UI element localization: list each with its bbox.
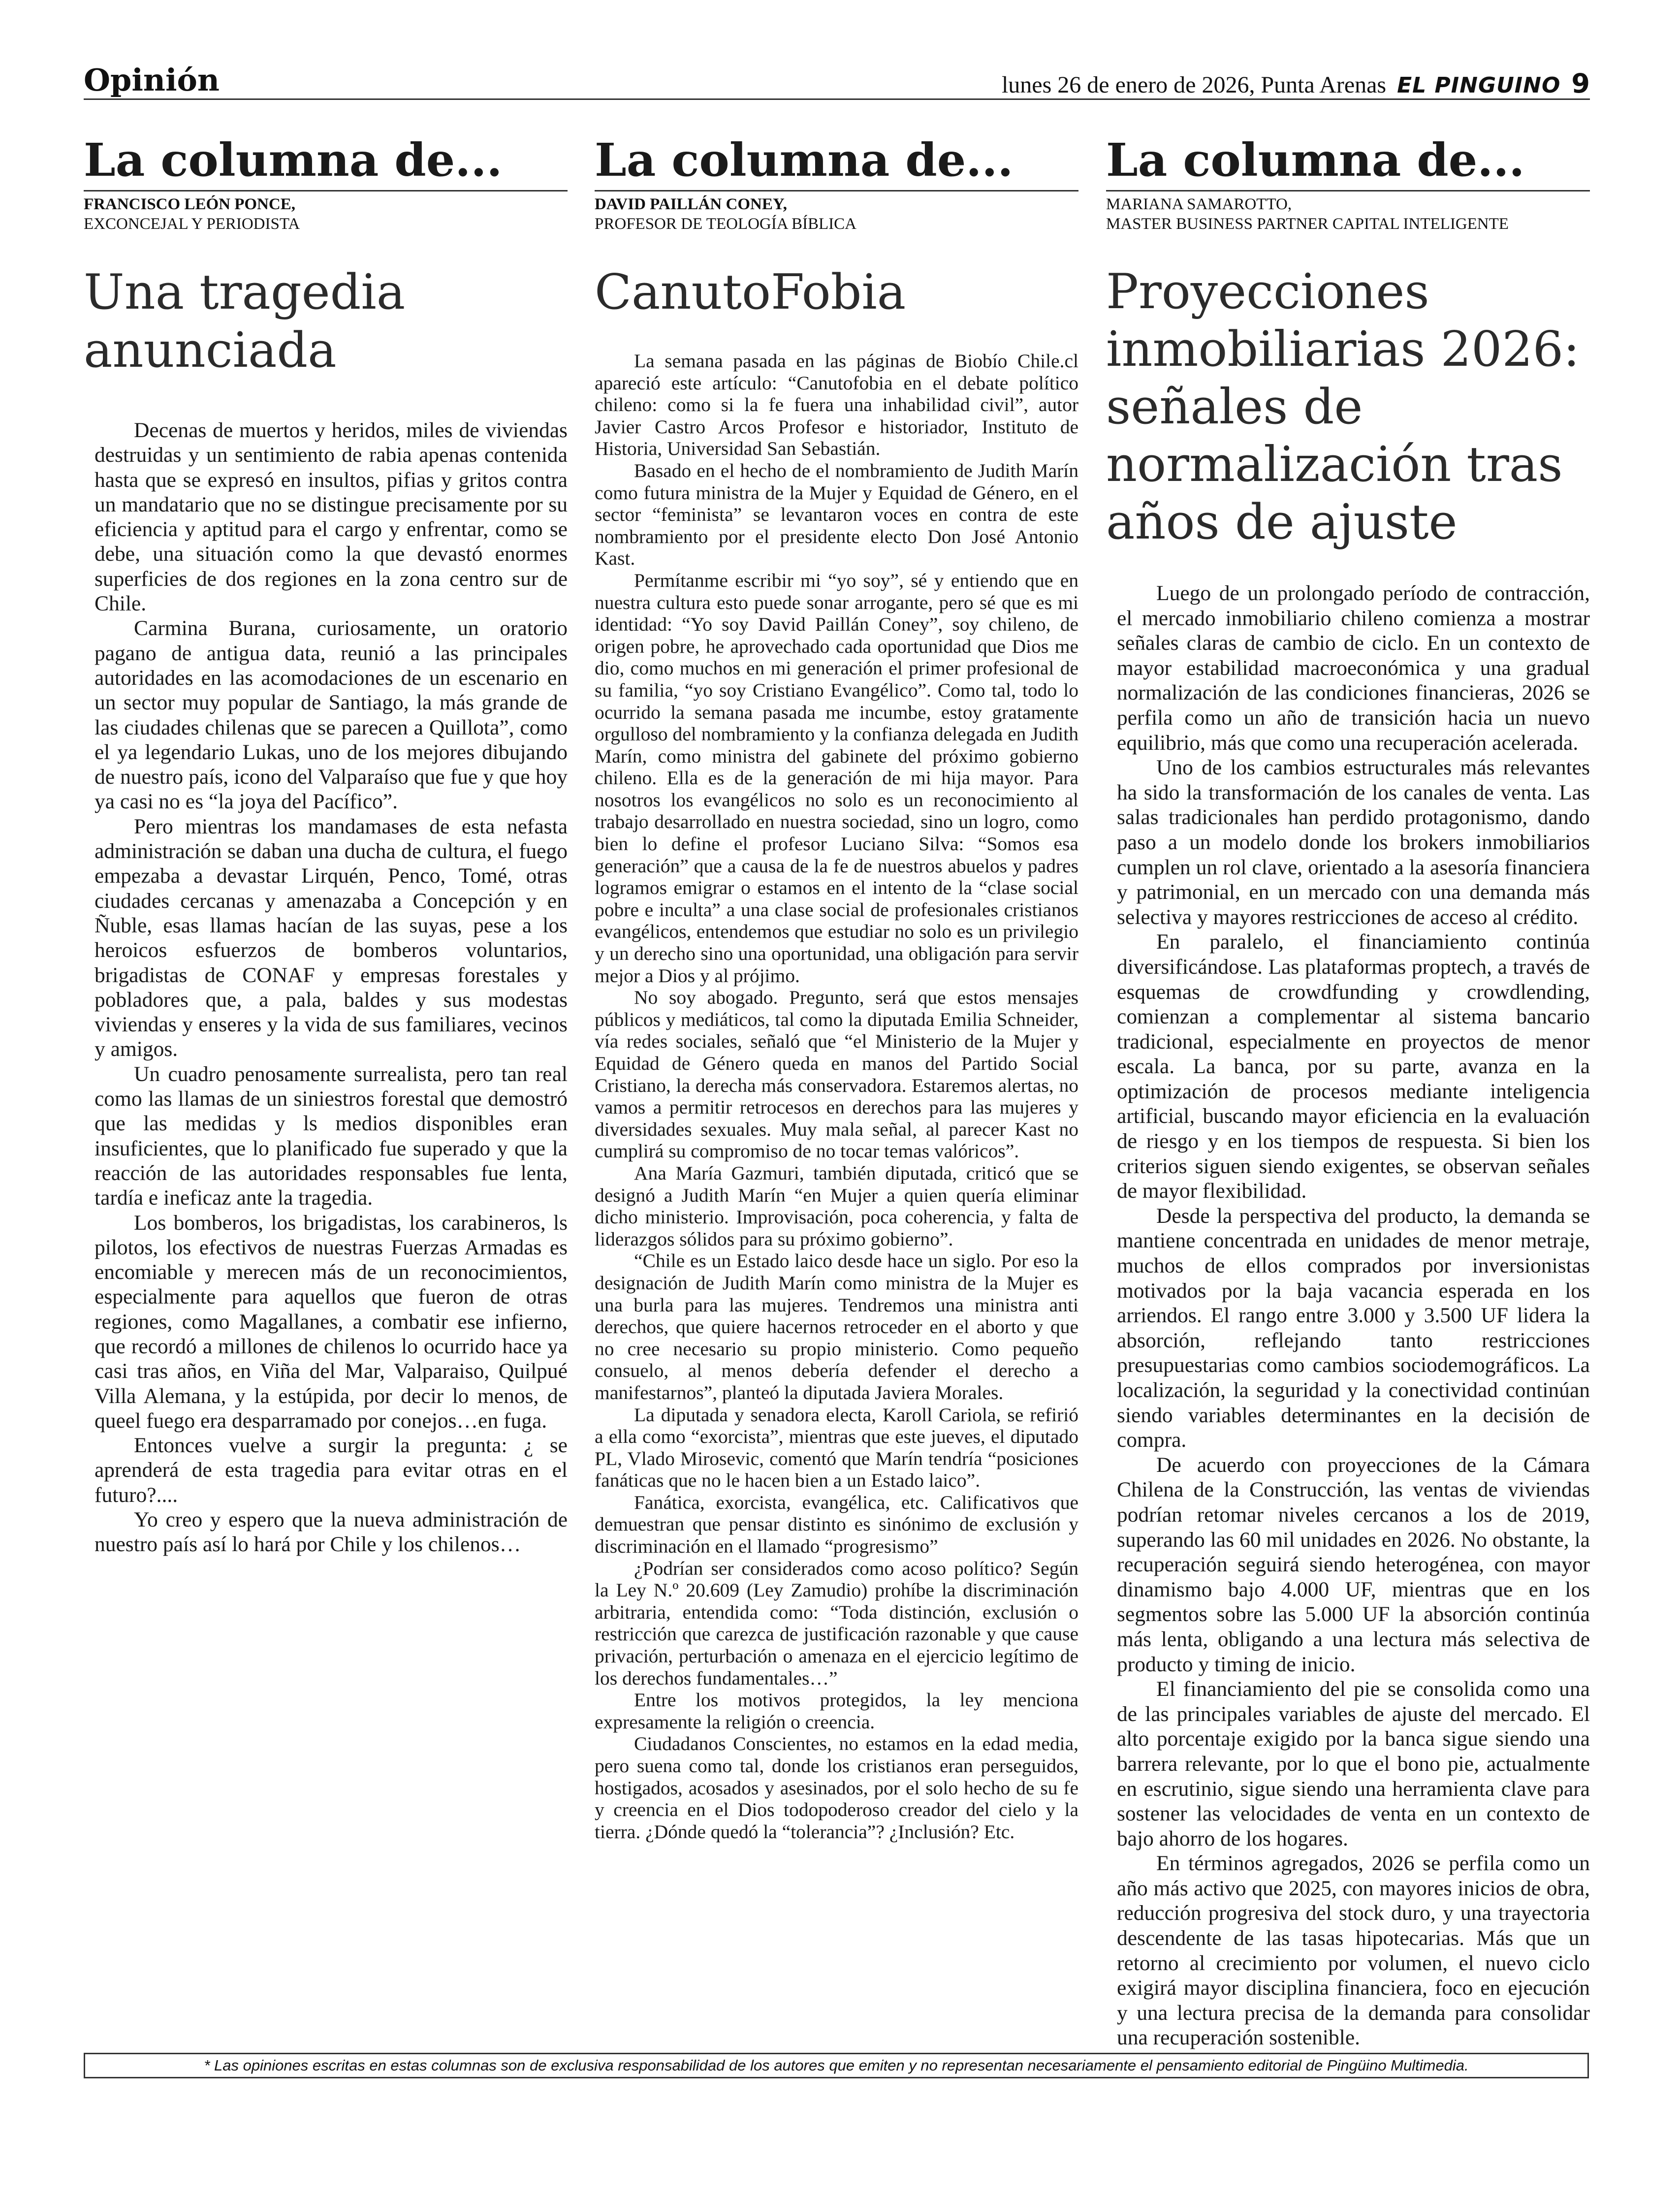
page-header — [84, 58, 1590, 100]
paragraph: Los bomberos, los brigadistas, los carabineros, ls pilotos, los efectivos de nuestras Fuerzas Armadas es encomiable y merecen más de un reconocimientos, especialmente para aquellos que fueron de otras regiones, como Magallanes, a combatir ese infierno, que recordó a millones de chilenos lo ocurrido hace ya casi tras años, en Viña del Mar, Valparaiso, Quilpué Villa Alemana, y la estúpida, por decir lo menos, de queel fuego era desparramado por conejos…en fuga. — [95, 1210, 568, 1433]
byline — [595, 190, 1078, 234]
paragraph: La semana pasada en las páginas de Biobío Chile.cl apareció este artículo: “Canutofobia en el debate político chileno: como si la fe fuera una inhabilidad civil”, autor Javier Castro Arcos Profesor e historiador, Instituto de Historia, Universidad San Sebastián. — [595, 350, 1078, 460]
column-kicker: La columna de... — [595, 133, 1014, 187]
newspaper-logo: EL PINGUINO — [1397, 73, 1561, 98]
date-place: lunes 26 de enero de 2026, Punta Arenas — [1001, 72, 1387, 98]
paragraph: En términos agregados, 2026 se perfila como un año más activo que 2025, con mayores inicios de obra, reducción progresiva del stock duro, y una trayectoria descendente de las tasas hipotecarias. Más que un retorno al crecimiento por volumen, el nuevo ciclo exigirá mayor disciplina financiera, foco en ejecución y una lectura precisa de la demanda para consolidar una recuperación sostenible. — [1117, 1851, 1590, 2050]
author-name: MARIANA SAMAROTTO, — [1106, 195, 1292, 213]
column-kicker: La columna de... — [84, 133, 503, 187]
paragraph: De acuerdo con proyecciones de la Cámara Chilena de la Construcción, las ventas de viviendas podrían retomar niveles cercanos a los de 2019, superando las 60 mil unidades en 2026. No obstante, la recuperación seguirá siendo heterogénea, con mayor dinamismo bajo 4.000 UF, mientras que en los segmentos sobre las 5.000 UF la absorción continúa más lenta, obligando a una lectura más selectiva de producto y timing de inicio. — [1117, 1453, 1590, 1676]
paragraph: Uno de los cambios estructurales más relevantes ha sido la transformación de los canales de venta. Las salas tradicionales han perdido protagonismo, dando paso a un modelo donde los brokers inmobiliarios cumplen un rol clave, orientado a la asesoría financiera y patrimonial, en un mercado con una demanda más selectiva y mayores restricciones de acceso al crédito. — [1117, 756, 1590, 929]
paragraph: Decenas de muertos y heridos, miles de viviendas destruidas y un sentimiento de rabia apenas contenida hasta que se expresó en insultos, pifias y gritos contra un mandatario que no se distingue precisamente por su eficiencia y aptitud para el cargo y enfrentar, como se debe, una situación como la que devastó enormes superficies de dos regiones en la zona centro sur de Chile. — [95, 418, 568, 616]
paragraph: En paralelo, el financiamiento continúa diversificándose. Las plataformas proptech, a través de esquemas de crowdfunding y crowdlending, comienzan a complementar al sistema bancario tradicional, especialmente en proyectos de menor escala. La banca, por su parte, avanza en la optimización de procesos mediante inteligencia artificial, buscando mayor eficiencia en la evaluación de riesgo y en los tiempos de respuesta. Si bien los criterios siguen siendo exigentes, se observan señales de mayor flexibilidad. — [1117, 930, 1590, 1203]
byline — [1106, 190, 1590, 234]
article-headline: CanutoFobia — [595, 264, 906, 320]
paragraph: Desde la perspectiva del producto, la demanda se mantiene concentrada en unidades de menor metraje, muchos de ellos comprados por inversionistas motivados por la baja vacancia esperada en los arriendos. El rango entre 3.000 y 3.500 UF lidera la absorción, reflejando tanto restricciones presupuestarias como cambios sociodemográficos. La localización, la seguridad y la conectividad continúan siendo variables determinantes en la decisión de compra. — [1117, 1204, 1590, 1452]
paragraph: Yo creo y espero que la nueva administración de nuestro país así lo hará por Chile y los chilenos… — [95, 1508, 568, 1557]
column-kicker: La columna de... — [1106, 133, 1525, 187]
author-role: PROFESOR DE TEOLOGÍA BÍBLICA — [595, 215, 857, 233]
paragraph: Un cuadro penosamente surrealista, pero tan real como las llamas de un siniestros forestal que demostró que las medidas y ls medios disponibles eran insuficientes, que lo planificado fue superado y que la reacción de las autoridades responsables fue lenta, tardía e ineficaz ante la tragedia. — [95, 1062, 568, 1210]
page-number: 9 — [1571, 68, 1590, 99]
article-headline: Una tragedia anunciada — [84, 264, 406, 379]
paragraph: El financiamiento del pie se consolida como una de las principales variables de ajuste del mercado. El alto porcentaje exigido por la banca sigue siendo una barrera relevante, por lo que el bono pie, actualmente en escrutinio, sigue siendo una herramienta clave para sostener las velocidades de venta en un contexto de bajo ahorro de los hogares. — [1117, 1677, 1590, 1850]
article-body — [84, 418, 568, 1557]
paragraph: Entre los motivos protegidos, la ley menciona expresamente la religión o creencia. — [595, 1689, 1078, 1733]
paragraph: Basado en el hecho de el nombramiento de Judith Marín como futura ministra de la Mujer y Equidad de Género, en el sector “feminista” se levantaron voces en contra de este nombramiento por el presidente electo Don José Antonio Kast. — [595, 459, 1078, 570]
paragraph: Permítanme escribir mi “yo soy”, sé y entiendo que en nuestra cultura esto puede sonar arrogante, pero sé que es mi identidad: “Yo soy David Paillán Coney”, soy chileno, de origen pobre, he aprovechado cada oportunidad que Dios me dio, como muchos en mi generación el primer profesional de su familia, “yo soy Cristiano Evangélico”. Como tal, todo lo ocurrido la semana pasada me incumbe, estoy gratamente orgulloso del nombramiento y la confianza delegada en Judith Marín, como ministra del gabinete del próximo gobierno chileno. Ella es de la generación de mi hija mayor. Para nosotros los evangélicos no solo es un reconocimiento al trabajo desarrollado en nuestra sociedad, sino un logro, como bien lo define el profesor Luciano Silva: “Somos esa generación” que a causa de la fe de nuestros abuelos y padres logramos emigrar o estamos en el intento de la “clase social pobre e inculta” a una clase social de profesionales cristianos evangélicos, entendemos que estudiar no solo es un privilegio y un derecho sino una oportunidad, una obligación para servir mejor a Dios y al prójimo. — [595, 569, 1078, 987]
header-meta — [1002, 68, 1590, 99]
paragraph: Pero mientras los mandamases de esta nefasta administración se daban una ducha de cultura, el fuego empezaba a devastar Lirquén, Penco, Tomé, otras ciudades cercanas y amenazaba a Concepción y en Ñuble, esas llamas hacían de las suyas, pese a los heroicos esfuerzos de bomberos voluntarios, brigadistas de CONAF y empresas forestales y pobladores que, a pala, baldes y sus modestas viviendas y enseres y la vida de sus familiares, vecinos y amigos. — [95, 814, 568, 1061]
article-headline: Proyecciones inmobiliarias 2026: señales de normalización tras años de ajuste — [1106, 264, 1580, 550]
paragraph: “Chile es un Estado laico desde hace un siglo. Por eso la designación de Judith Marín como ministra de la Mujer es una burla para las mujeres. Tendremos una ministra anti derechos, que quiere hacernos retroceder en el aborto y que no cree necesario su propio ministerio. Como pequeño consuelo, al menos debería defender el derecho a manifestarnos”, planteó la diputada Javiera Morales. — [595, 1250, 1078, 1403]
author-role: MASTER BUSINESS PARTNER CAPITAL INTELIGENTE — [1106, 215, 1509, 233]
column-1 — [84, 133, 568, 1557]
author-role: EXCONCEJAL Y PERIODISTA — [84, 215, 300, 233]
paragraph: No soy abogado. Pregunto, será que estos mensajes públicos y mediáticos, tal como la diputada Emilia Schneider, vía redes sociales, señaló que “el Ministerio de la Mujer y Equidad de Género queda en manos del Partido Social Cristiano, la derecha más conservadora. Estaremos alertas, no vamos a permitir retrocesos en derechos para las mujeres y diversidades sexuales. Muy mala señal, al parecer Kast no cumplirá su compromiso de no tocar temas valóricos”. — [595, 987, 1078, 1162]
paragraph: Entonces vuelve a surgir la pregunta: ¿ se aprenderá de esta tragedia para evitar otras en el futuro?.... — [95, 1433, 568, 1507]
paragraph: Fanática, exorcista, evangélica, etc. Calificativos que demuestran que pensar distinto es sinónimo de exclusión y discriminación en el llamado “progresismo” — [595, 1491, 1078, 1558]
author-name: DAVID PAILLÁN CONEY, — [595, 195, 787, 213]
column-3 — [1106, 133, 1590, 2050]
disclaimer-box: * Las opiniones escritas en estas columnas son de exclusiva responsabilidad de los autores que emiten y no representan necesariamente el pensamiento editorial de Pingüino Multimedia. — [84, 2053, 1589, 2078]
paragraph: Luego de un prolongado período de contracción, el mercado inmobiliario chileno comienza a mostrar señales claras de cambio de ciclo. En un contexto de mayor estabilidad macroeconómica y una gradual normalización de las condiciones financieras, 2026 se perfila como un año de transición hacia un nuevo equilibrio, más que como una recuperación acelerada. — [1117, 581, 1590, 755]
paragraph: ¿Podrían ser considerados como acoso político? Según la Ley N.º 20.609 (Ley Zamudio) prohíbe la discriminación arbitraria, entendida como: “Toda distinción, exclusión o restricción que carezca de justificación razonable y que cause privación, perturbación o amenaza en el ejercicio legítimo de los derechos fundamentales…” — [595, 1557, 1078, 1689]
paragraph: Carmina Burana, curiosamente, un oratorio pagano de antigua data, reunió a las principales autoridades en las acomodaciones de un escenario en un sector muy popular de Santiago, la más grande de las ciudades chilenas que se parecen a Quillota”, como el ya legendario Lukas, uno de los mejores dibujando de nuestro país, icono del Valparaíso que fue y que hoy ya casi no es “la joya del Pacífico”. — [95, 616, 568, 814]
column-2 — [595, 133, 1078, 1843]
section-title: Opinión — [84, 62, 220, 98]
paragraph: La diputada y senadora electa, Karoll Cariola, se refirió a ella como “exorcista”, mientras que este jueves, el diputado PL, Vlado Mirosevic, comentó que Marín tendría “posiciones fanáticas que no le hacen bien a un Estado laico”. — [595, 1403, 1078, 1492]
paragraph: Ciudadanos Conscientes, no estamos en la edad media, pero suena como tal, donde los cristianos eran perseguidos, hostigados, acosados y asesinados, por el solo hecho de su fe y creencia en el Dios todopoderoso creador del cielo y la tierra. ¿Dónde quedó la “tolerancia”? ¿Inclusión? Etc. — [595, 1733, 1078, 1843]
author-name: FRANCISCO LEÓN PONCE, — [84, 195, 295, 213]
byline — [84, 190, 568, 234]
article-body — [1106, 581, 1590, 2050]
paragraph: Ana María Gazmuri, también diputada, criticó que se designó a Judith Marín “en Mujer a quien quería eliminar dicho ministerio. Improvisación, poca coherencia, y falta de liderazgos sólidos para su próximo gobierno”. — [595, 1162, 1078, 1250]
article-body — [595, 350, 1078, 1843]
